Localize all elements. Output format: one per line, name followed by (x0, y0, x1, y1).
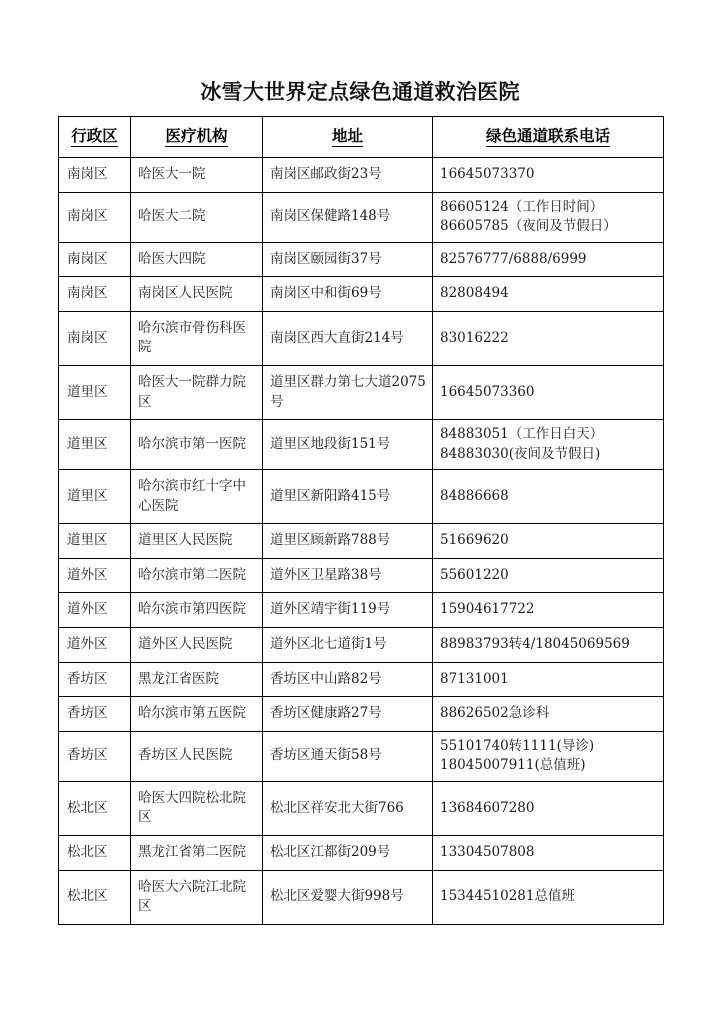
cell-address (263, 593, 433, 628)
table-row (59, 731, 664, 781)
table-row (59, 870, 664, 924)
column-header-address (263, 117, 433, 158)
cell-organization (131, 558, 263, 593)
phone-number: 16645073360 (440, 383, 535, 400)
cell-organization (131, 470, 263, 524)
cell-district (59, 192, 131, 242)
cell-organization-text: 哈尔滨市第四医院 (138, 601, 246, 618)
column-header-district-label: 行政区 (71, 127, 118, 146)
cell-phone (433, 242, 664, 277)
cell-phone-text (433, 732, 663, 781)
cell-district-text: 香坊区 (67, 670, 108, 687)
cell-organization-text: 道外区人民医院 (138, 636, 233, 652)
cell-phone (433, 420, 664, 470)
cell-organization-text: 哈医大二院 (138, 208, 206, 225)
hospital-table-container (58, 116, 663, 925)
table-body (59, 158, 664, 925)
phone-number: 55101740转1111(导诊) (440, 737, 595, 754)
cell-address-text: 道外区靖宇街119号 (270, 601, 391, 618)
cell-address-text: 香坊区健康路27号 (270, 705, 382, 722)
cell-phone-text (433, 322, 663, 356)
column-header-phone (433, 117, 664, 158)
cell-district (59, 311, 131, 365)
cell-phone-text (433, 524, 663, 558)
cell-organization (131, 870, 263, 924)
cell-district (59, 697, 131, 732)
cell-address (263, 662, 433, 697)
cell-organization (131, 365, 263, 419)
cell-organization (131, 731, 263, 781)
hospital-table (58, 116, 664, 925)
cell-phone (433, 277, 664, 312)
cell-phone-text (433, 663, 663, 697)
cell-organization-text: 哈医大六院江北院区 (138, 878, 246, 915)
cell-address-text: 松北区祥安北大街766 (270, 799, 404, 816)
cell-district-text: 道外区 (67, 601, 108, 618)
cell-address (263, 870, 433, 924)
cell-phone-text (433, 697, 663, 731)
cell-organization-text: 哈医大四院 (138, 250, 206, 267)
cell-phone-text (433, 593, 663, 627)
cell-district-text: 道外区 (67, 566, 108, 583)
cell-address-text: 南岗区中和街69号 (270, 285, 382, 302)
table-row (59, 311, 664, 365)
cell-address (263, 242, 433, 277)
cell-address-text: 松北区爱婴大街998号 (270, 888, 404, 905)
cell-district-text: 香坊区 (67, 747, 108, 764)
cell-organization-text: 哈尔滨市第二医院 (138, 566, 246, 583)
cell-phone (433, 558, 664, 593)
cell-phone (433, 311, 664, 365)
phone-number: 84886668 (440, 487, 509, 504)
page-title: 冰雪大世界定点绿色通道救治医院 (200, 80, 520, 104)
cell-address (263, 365, 433, 419)
phone-number: 82576777/6888/6999 (440, 250, 587, 267)
table-row (59, 558, 664, 593)
cell-organization (131, 781, 263, 835)
cell-phone (433, 470, 664, 524)
cell-district (59, 835, 131, 870)
table-header (59, 117, 664, 158)
cell-phone (433, 731, 664, 781)
cell-address (263, 311, 433, 365)
phone-number: 87131001 (440, 670, 509, 687)
cell-district (59, 242, 131, 277)
cell-district (59, 158, 131, 193)
cell-address-text: 香坊区中山路82号 (270, 670, 382, 687)
cell-district-text: 南岗区 (67, 250, 108, 267)
cell-district (59, 870, 131, 924)
cell-district-text: 松北区 (67, 799, 108, 816)
column-header-address-label: 地址 (331, 127, 363, 146)
phone-number: 55601220 (440, 566, 509, 583)
cell-district (59, 277, 131, 312)
cell-organization (131, 277, 263, 312)
table-row (59, 242, 664, 277)
cell-address (263, 731, 433, 781)
cell-organization-text: 黑龙江省第二医院 (138, 843, 246, 860)
cell-address-text: 香坊区通天街58号 (270, 747, 382, 764)
cell-organization (131, 662, 263, 697)
cell-organization-text: 黑龙江省医院 (138, 670, 219, 687)
cell-organization-text: 哈尔滨市骨伤科医院 (138, 319, 246, 356)
phone-number: 82808494 (440, 285, 509, 302)
table-row (59, 593, 664, 628)
cell-phone-text (433, 792, 663, 826)
cell-organization-text: 哈尔滨市第五医院 (138, 705, 246, 722)
cell-address-text: 道外区卫星路38号 (270, 566, 382, 583)
cell-district-text: 道里区 (67, 532, 108, 549)
cell-district (59, 593, 131, 628)
cell-district-text: 道外区 (67, 636, 108, 652)
cell-address (263, 628, 433, 663)
phone-number: 83016222 (440, 329, 509, 346)
cell-phone (433, 593, 664, 628)
cell-phone-text (433, 420, 663, 469)
cell-phone (433, 781, 664, 835)
cell-address-text: 松北区江都街209号 (270, 843, 391, 860)
cell-address (263, 524, 433, 559)
cell-phone (433, 365, 664, 419)
cell-address (263, 420, 433, 470)
cell-address (263, 558, 433, 593)
cell-organization-text: 南岗区人民医院 (138, 285, 233, 302)
cell-address (263, 470, 433, 524)
cell-district (59, 731, 131, 781)
table-row (59, 277, 664, 312)
phone-number: 86605124（工作日时间） (440, 198, 604, 215)
cell-organization (131, 835, 263, 870)
cell-address-text: 南岗区保健路148号 (270, 208, 391, 225)
cell-district-text: 南岗区 (67, 285, 108, 302)
cell-phone-text (433, 193, 663, 242)
cell-district-text: 南岗区 (67, 166, 108, 182)
phone-number: 15904617722 (440, 601, 535, 618)
cell-address-text: 南岗区颐园街37号 (270, 250, 382, 267)
cell-address-text: 南岗区西大直街214号 (270, 329, 404, 346)
cell-address (263, 158, 433, 193)
table-row (59, 524, 664, 559)
cell-phone-text (433, 559, 663, 593)
cell-phone-text (433, 277, 663, 311)
cell-district (59, 558, 131, 593)
cell-address (263, 697, 433, 732)
phone-number: 84883030(夜间及节假日) (440, 445, 601, 462)
cell-district (59, 781, 131, 835)
phone-number: 15344510281总值班 (440, 888, 575, 905)
cell-phone (433, 524, 664, 559)
column-header-organization-label: 医疗机构 (165, 127, 228, 146)
cell-district-text: 道里区 (67, 435, 108, 452)
table-row (59, 662, 664, 697)
cell-address-text: 道里区地段街151号 (270, 435, 391, 452)
cell-district-text: 南岗区 (67, 329, 108, 346)
cell-phone (433, 835, 664, 870)
column-header-phone-label: 绿色通道联系电话 (485, 127, 610, 146)
cell-phone-text (433, 628, 663, 662)
cell-organization (131, 242, 263, 277)
cell-phone (433, 628, 664, 663)
table-row (59, 158, 664, 193)
cell-address-text: 道里区群力第七大道2075号 (270, 373, 426, 410)
cell-district-text: 道里区 (67, 383, 108, 400)
cell-organization (131, 158, 263, 193)
cell-phone (433, 697, 664, 732)
cell-address-text: 道外区北七道街1号 (270, 636, 387, 652)
table-header-row (59, 117, 664, 158)
cell-phone-text (433, 158, 663, 192)
cell-district (59, 662, 131, 697)
cell-district-text: 松北区 (67, 843, 108, 860)
cell-district-text: 南岗区 (67, 208, 108, 225)
column-header-organization (131, 117, 263, 158)
cell-phone-text (433, 880, 663, 914)
cell-phone-text (433, 836, 663, 870)
cell-address (263, 277, 433, 312)
cell-organization (131, 697, 263, 732)
cell-district (59, 470, 131, 524)
cell-district (59, 420, 131, 470)
cell-phone-text (433, 376, 663, 410)
column-header-district (59, 117, 131, 158)
cell-district (59, 524, 131, 559)
table-row (59, 628, 664, 663)
cell-district (59, 365, 131, 419)
phone-number: 18045007911(总值班) (440, 757, 586, 774)
cell-organization-text: 香坊区人民医院 (138, 747, 233, 764)
cell-district-text: 香坊区 (67, 705, 108, 722)
cell-organization (131, 524, 263, 559)
table-row (59, 697, 664, 732)
cell-address (263, 835, 433, 870)
cell-phone (433, 870, 664, 924)
phone-number: 13304507808 (440, 843, 535, 860)
phone-number: 86605785（夜间及节假日） (440, 218, 617, 235)
phone-number: 84883051（工作日白天） (440, 426, 604, 443)
phone-number: 16645073370 (440, 166, 535, 182)
table-row (59, 420, 664, 470)
cell-phone-text (433, 480, 663, 514)
cell-phone-text (433, 243, 663, 277)
phone-number: 13684607280 (440, 799, 535, 816)
cell-organization (131, 420, 263, 470)
cell-organization-text: 哈尔滨市第一医院 (138, 435, 246, 452)
cell-organization-text: 哈医大四院松北院区 (138, 789, 246, 826)
cell-district (59, 628, 131, 663)
cell-organization-text: 哈医大一院 (138, 166, 206, 182)
cell-organization-text: 道里区人民医院 (138, 532, 233, 549)
cell-address-text: 道里区顾新路788号 (270, 532, 391, 549)
phone-number: 88983793转4/18045069569 (440, 636, 630, 652)
phone-number: 51669620 (440, 532, 509, 549)
cell-district-text: 道里区 (67, 487, 108, 504)
table-row (59, 470, 664, 524)
table-row (59, 365, 664, 419)
table-row (59, 192, 664, 242)
cell-organization-text: 哈医大一院群力院区 (138, 373, 246, 410)
cell-organization (131, 628, 263, 663)
cell-address (263, 192, 433, 242)
table-row (59, 781, 664, 835)
cell-organization (131, 311, 263, 365)
cell-phone (433, 192, 664, 242)
cell-address (263, 781, 433, 835)
cell-organization (131, 192, 263, 242)
cell-organization (131, 593, 263, 628)
cell-address-text: 南岗区邮政街23号 (270, 166, 382, 182)
cell-district-text: 松北区 (67, 888, 108, 905)
cell-organization-text: 哈尔滨市红十字中心医院 (138, 478, 246, 514)
phone-number: 88626502急诊科 (440, 705, 550, 722)
table-row (59, 835, 664, 870)
cell-phone (433, 158, 664, 193)
cell-address-text: 道里区新阳路415号 (270, 487, 391, 504)
cell-phone (433, 662, 664, 697)
